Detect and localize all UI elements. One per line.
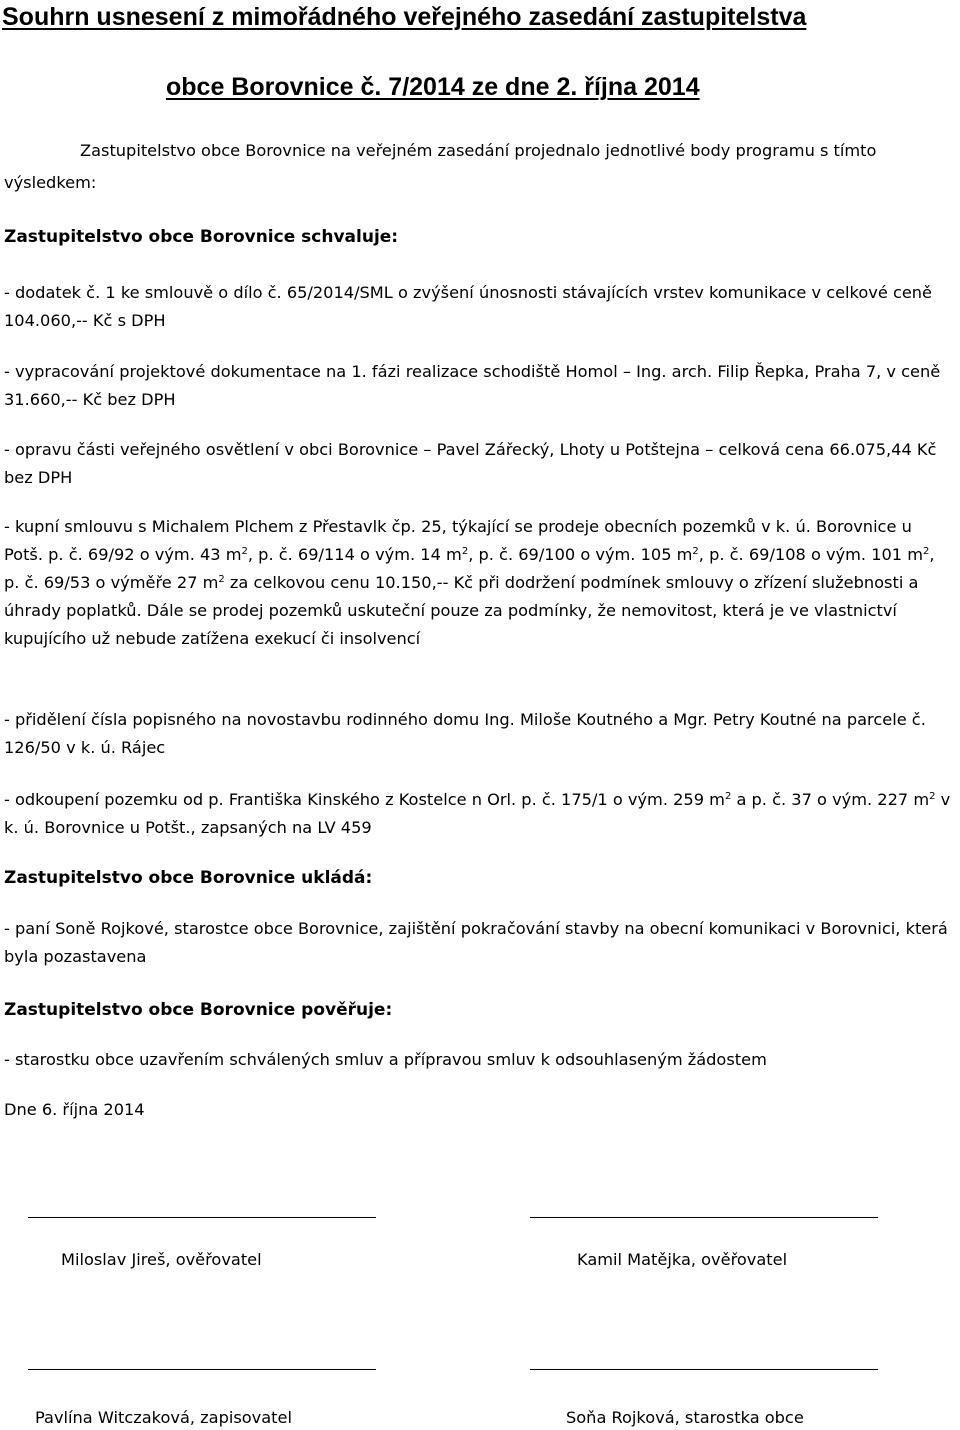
schvaluje-item-6: - odkoupení pozemku od p. Františka Kinského z Kostelce n Orl. p. č. 175/1 o vým. 259 $m^2$ a p. č. 37 o vým. 227 $m^2$ v k. ú. Borovnice u Potšt., zapsaných na LV 459 — [4, 790, 951, 837]
signature-name-4: Soňa Rojková, starostka obce — [566, 1408, 804, 1427]
heading-schvaluje: Zastupitelstvo obce Borovnice schvaluje: — [4, 227, 399, 247]
heading-poveruje: Zastupitelstvo obce Borovnice pověřuje: — [4, 1000, 393, 1020]
signature-line-2 — [530, 1217, 878, 1218]
signature-name-2: Kamil Matějka, ověřovatel — [577, 1250, 788, 1269]
schvaluje-item-2: - vypracování projektové dokumentace na 1. fázi realizace schodiště Homol – Ing. arch. Filip Řepka, Praha 7, v ceně 31.660,-- Kč bez DPH — [4, 362, 941, 409]
schvaluje-item-3: - opravu části veřejného osvětlení v obci Borovnice – Pavel Zářecký, Lhoty u Potštejna – celková cena 66.075,44 Kč bez DPH — [4, 440, 937, 487]
heading-uklada: Zastupitelstvo obce Borovnice ukládá: — [4, 868, 373, 888]
poveruje-item-1: - starostku obce uzavřením schválených smluv a přípravou smluv k odsouhlaseným žádostem — [4, 1050, 767, 1069]
signature-line-3 — [28, 1369, 376, 1370]
schvaluje-item-5: - přidělení čísla popisného na novostavbu rodinného domu Ing. Miloše Koutného a Mgr. Petry Koutné na parcele č. 126/50 v k. ú. Rájec — [4, 710, 926, 757]
document-title-line-1: Souhrn usnesení z mimořádného veřejného zasedání zastupitelstva — [2, 3, 807, 31]
document-title-line-2: obce Borovnice č. 7/2014 ze dne 2. října 2014 — [166, 73, 700, 101]
uklada-item-1: - paní Soně Rojkové, starostce obce Borovnice, zajištění pokračování stavby na obecní komunikaci v Borovnici, která byla pozastavena — [4, 919, 948, 966]
document-date: Dne 6. října 2014 — [4, 1100, 145, 1119]
signature-line-1 — [28, 1217, 376, 1218]
signature-name-1: Miloslav Jireš, ověřovatel — [61, 1250, 262, 1269]
signature-name-3: Pavlína Witczaková, zapisovatel — [35, 1408, 292, 1427]
signature-line-4 — [530, 1369, 878, 1370]
schvaluje-item-4: - kupní smlouvu s Michalem Plchem z Přestavlk čp. 25, týkající se prodeje obecních pozemků v k. ú. Borovnice u Potš. p. č. 69/92 o vým. 43 $m^2$, p. č. 69/114 o vým. 14 $m^2$, p. č. 69/100 o vým. 105 $m^2$, p. č. 69/108 o vým. 101 $m^2$, p. č. 69/53 o výměře 27 $m^2$ za celkovou cenu 10.150,-- Kč při dodržení podmínek smlouvy o zřízení služebnosti a úhrady poplatků. Dále se prodej pozemků uskuteční pouze za podmínky, že nemovitost, která je ve vlastnictví kupujícího už nebude zatížena exekucí či insolvencí — [4, 517, 935, 648]
intro-paragraph: Zastupitelstvo obce Borovnice na veřejném zasedání projednalo jednotlivé body programu s tímto výsledkem: — [4, 141, 877, 192]
schvaluje-item-1: - dodatek č. 1 ke smlouvě o dílo č. 65/2014/SML o zvýšení únosnosti stávajících vrstev komunikace v celkové ceně 104.060,-- Kč s DPH — [4, 283, 933, 330]
